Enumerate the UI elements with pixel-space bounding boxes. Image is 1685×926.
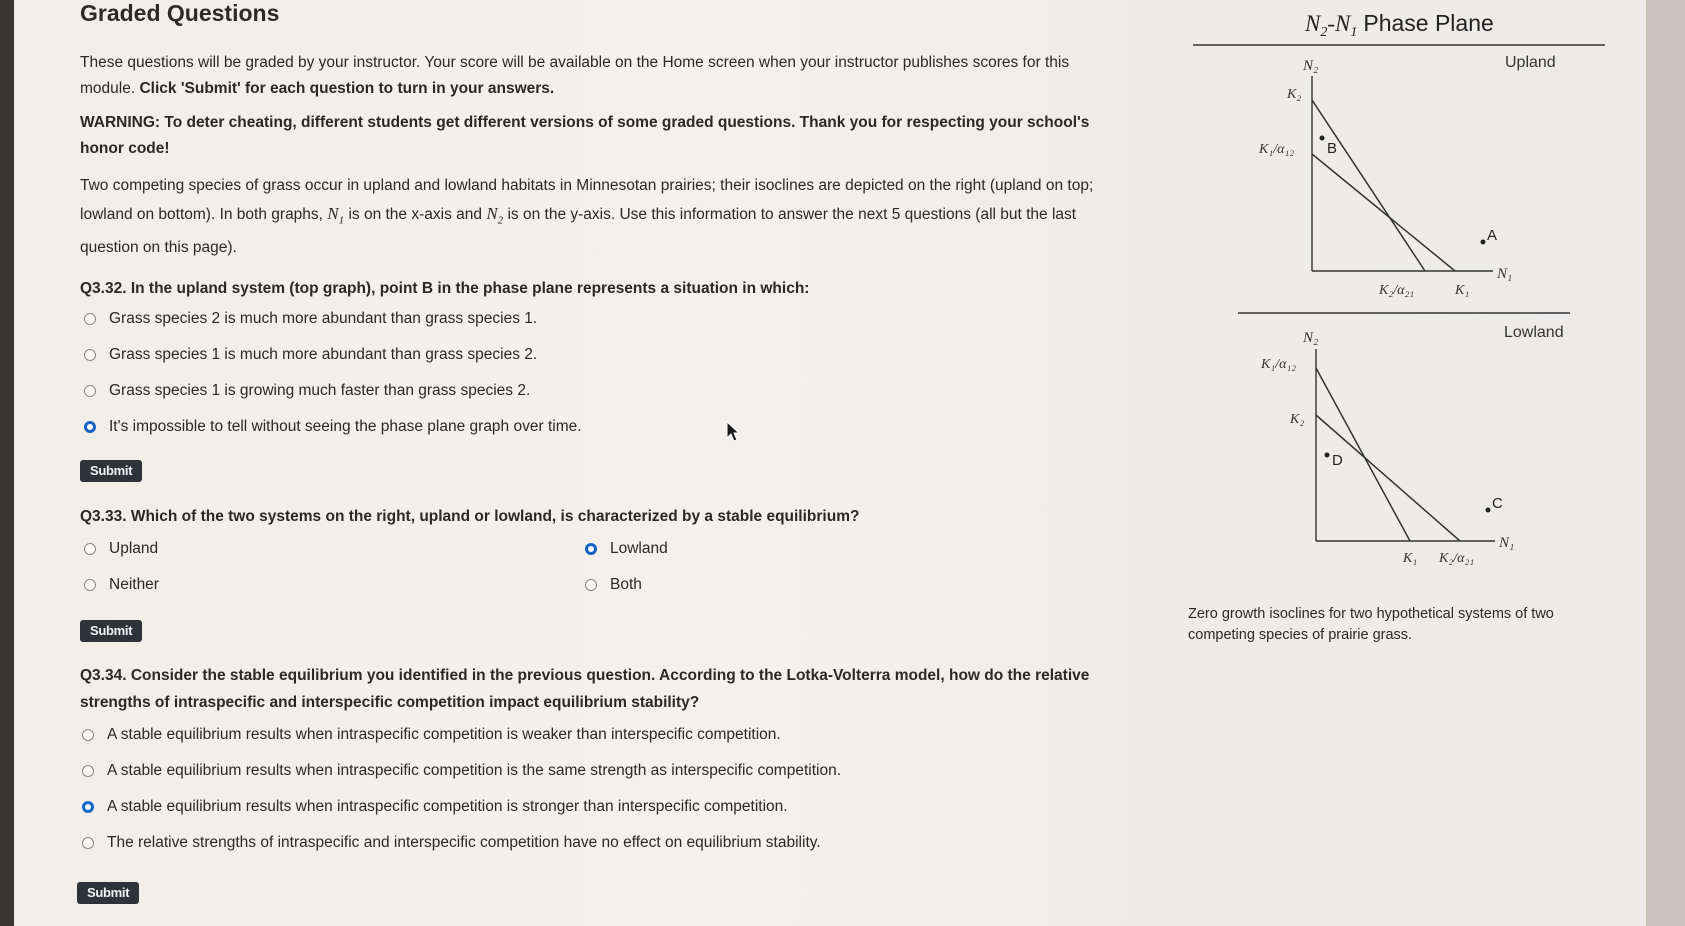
context-text-2: is on the x-axis and bbox=[348, 206, 482, 223]
option-label: Neither bbox=[109, 576, 159, 593]
radio-button[interactable] bbox=[82, 765, 94, 777]
upland-point-a-label: A bbox=[1487, 227, 1498, 244]
upland-graph bbox=[1258, 54, 1556, 298]
upland-y-tick-k2: K₂ bbox=[1287, 87, 1302, 102]
radio-button[interactable] bbox=[84, 313, 96, 325]
option-label: The relative strengths of intraspecific and interspecific competition have no effect on equilibrium stability. bbox=[107, 834, 821, 851]
lowland-x-axis-label: N₁ bbox=[1499, 535, 1515, 551]
warning-text: WARNING: To deter cheating, different students get different versions of some graded questions. Thank you for respecting your school's honor code! bbox=[80, 114, 1090, 157]
figure-title: $N_2-N_1$ Phase Plane bbox=[1305, 10, 1494, 40]
monitor-bezel-left bbox=[0, 0, 14, 926]
monitor-bezel-right bbox=[1646, 0, 1685, 926]
upland-point-a-marker bbox=[1481, 240, 1486, 245]
context-text-1: Two competing species of grass occur in upland and lowland habitats in Minnesotan prairies; their isoclines are depicted on the right (upland on top; lowland on bottom). In both graphs, bbox=[80, 177, 1094, 223]
q33-option-lowland[interactable] bbox=[585, 536, 668, 562]
lowland-graph bbox=[1260, 324, 1564, 566]
question-3-32: Q3.32. In the upland system (top graph), point B in the phase plane represents a situation in which: bbox=[80, 280, 810, 297]
upland-label: Upland bbox=[1505, 54, 1556, 71]
page-title: Graded Questions bbox=[80, 0, 280, 26]
context-n1: $N_1$ bbox=[327, 204, 345, 227]
upland-point-b-marker bbox=[1320, 136, 1325, 141]
question-3-33: Q3.33. Which of the two systems on the right, upland or lowland, is characterized by a stable equilibrium? bbox=[80, 508, 860, 525]
context-text-3: is on the y-axis. Use this information to answer the next 5 questions (all but the last question on this page). bbox=[80, 206, 1077, 257]
lowland-y-axis-label: N₂ bbox=[1303, 330, 1319, 346]
lowland-x-tick-k1: K₁ bbox=[1403, 551, 1418, 566]
q32-option-4[interactable] bbox=[84, 414, 582, 440]
upland-isocline-species-2 bbox=[1312, 100, 1425, 271]
option-label: A stable equilibrium results when intraspecific competition is the same strength as interspecific competition. bbox=[107, 762, 842, 779]
radio-button-selected[interactable] bbox=[84, 421, 96, 433]
option-label: Lowland bbox=[610, 540, 668, 557]
lowland-y-tick-k1-alpha12: K₁/α₁₂ bbox=[1261, 357, 1297, 372]
radio-button-selected[interactable] bbox=[585, 543, 597, 555]
lowland-point-c-marker bbox=[1486, 508, 1491, 513]
q34-option-2[interactable] bbox=[82, 758, 841, 784]
radio-button[interactable] bbox=[82, 837, 94, 849]
lowland-isocline-species-1 bbox=[1316, 368, 1410, 541]
lowland-point-d-marker bbox=[1325, 453, 1330, 458]
intro-instruction: Click 'Submit' for each question to turn in your answers. bbox=[139, 80, 555, 97]
radio-button[interactable] bbox=[84, 543, 96, 555]
upland-x-axis-label: N₁ bbox=[1497, 266, 1513, 282]
lowland-point-c-label: C bbox=[1492, 495, 1503, 512]
intro-text: These questions will be graded by your instructor. Your score will be available on the Home screen when your instructor publishes scores for this module. bbox=[80, 54, 1070, 97]
radio-button-selected[interactable] bbox=[82, 801, 94, 813]
context-paragraph bbox=[80, 172, 1120, 262]
lowland-label: Lowland bbox=[1504, 324, 1564, 341]
option-label: Grass species 1 is growing much faster than grass species 2. bbox=[109, 382, 531, 399]
q34-option-3[interactable] bbox=[82, 794, 788, 820]
q33-option-neither[interactable] bbox=[84, 572, 159, 598]
q33-option-both[interactable] bbox=[585, 572, 642, 598]
option-label: Grass species 1 is much more abundant than grass species 2. bbox=[109, 346, 538, 363]
option-label: A stable equilibrium results when intraspecific competition is stronger than interspecific competition. bbox=[107, 798, 788, 815]
option-label: It's impossible to tell without seeing the phase plane graph over time. bbox=[109, 418, 582, 435]
radio-button[interactable] bbox=[82, 729, 94, 741]
upland-point-b-label: B bbox=[1327, 140, 1338, 157]
radio-button[interactable] bbox=[84, 349, 96, 361]
intro-paragraph bbox=[80, 50, 1120, 102]
radio-button[interactable] bbox=[585, 579, 597, 591]
lowland-point-d-label: D bbox=[1332, 452, 1343, 469]
context-n2: $N_2$ bbox=[486, 204, 504, 227]
q34-option-1[interactable] bbox=[82, 722, 781, 748]
upland-y-tick-k1-alpha12: K₁/α₁₂ bbox=[1259, 142, 1295, 157]
upland-x-tick-k1: K₁ bbox=[1455, 283, 1470, 298]
upland-x-tick-k2-alpha21: K₂/α₂₁ bbox=[1379, 283, 1415, 298]
q34-submit-button[interactable]: Submit bbox=[77, 882, 139, 904]
q32-option-3[interactable] bbox=[84, 378, 530, 404]
upland-y-axis-label: N₂ bbox=[1303, 58, 1319, 74]
q34-option-4[interactable] bbox=[82, 830, 821, 856]
q33-option-upland[interactable] bbox=[84, 536, 158, 562]
upland-isocline-species-1 bbox=[1312, 154, 1455, 271]
lowland-y-tick-k2: K₂ bbox=[1290, 412, 1305, 427]
option-label: Grass species 2 is much more abundant than grass species 1. bbox=[109, 310, 538, 327]
question-3-34: Q3.34. Consider the stable equilibrium you identified in the previous question. According to the Lotka-Volterra model, how do the relative strengths of intraspecific and interspecific competition impact equilibrium stability? bbox=[80, 667, 1090, 711]
q32-option-2[interactable] bbox=[84, 342, 537, 368]
q32-option-1[interactable] bbox=[84, 306, 537, 332]
q32-submit-button[interactable]: Submit bbox=[80, 460, 142, 482]
radio-button[interactable] bbox=[84, 579, 96, 591]
mouse-cursor-icon bbox=[726, 421, 740, 443]
lowland-isocline-species-2 bbox=[1316, 415, 1460, 541]
q33-submit-button[interactable]: Submit bbox=[80, 620, 142, 642]
lowland-x-tick-k2-alpha21: K₂/α₂₁ bbox=[1439, 551, 1475, 566]
phase-plane-figure bbox=[1175, 0, 1615, 600]
figure-caption: Zero growth isoclines for two hypothetical systems of two competing species of prairie grass. bbox=[1188, 606, 1554, 643]
option-label: Both bbox=[610, 576, 642, 593]
option-label: A stable equilibrium results when intraspecific competition is weaker than interspecific competition. bbox=[107, 726, 781, 743]
option-label: Upland bbox=[109, 540, 159, 557]
radio-button[interactable] bbox=[84, 385, 96, 397]
